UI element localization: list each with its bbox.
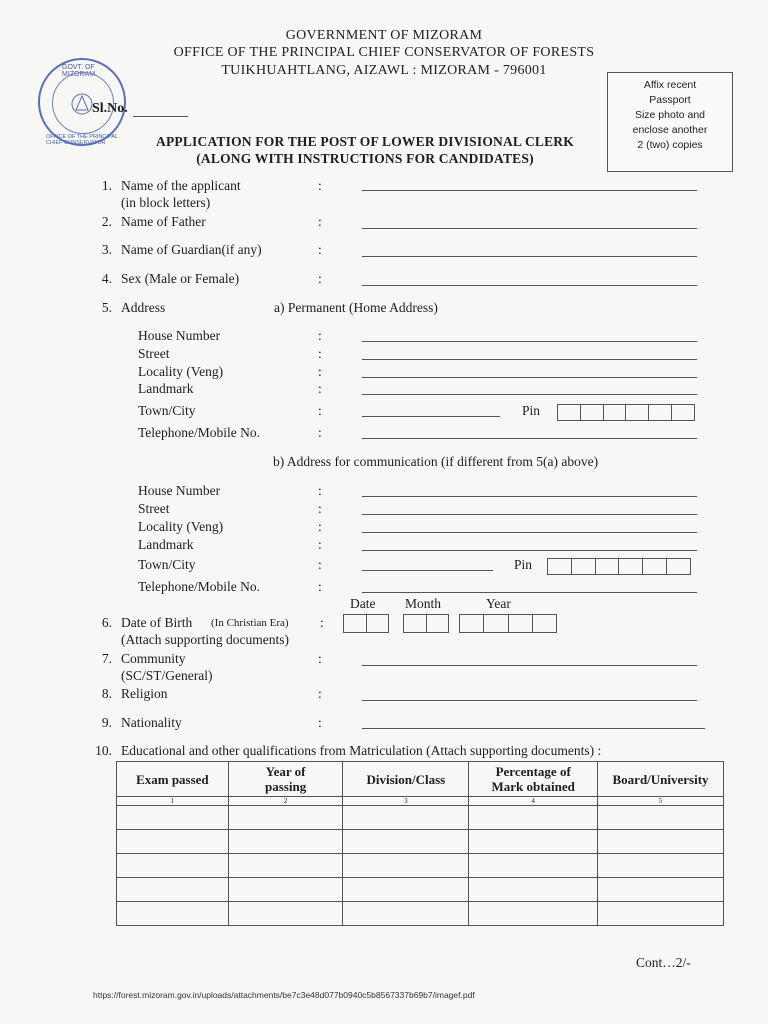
landmark-label: Landmark <box>138 537 194 552</box>
father-name-field[interactable] <box>362 228 697 229</box>
table-cell[interactable] <box>469 878 598 902</box>
colon: : <box>318 214 322 229</box>
colon: : <box>318 178 322 193</box>
field-number: 3. <box>101 242 112 257</box>
table-cell[interactable] <box>228 830 343 854</box>
table-cell[interactable] <box>228 902 343 926</box>
table-row <box>117 878 724 902</box>
perm-street-field[interactable] <box>362 359 697 360</box>
landmark-label: Landmark <box>138 381 194 396</box>
dob-date-boxes[interactable] <box>343 614 389 633</box>
town-label: Town/City <box>138 403 196 418</box>
photo-box-line: enclose another <box>632 124 708 136</box>
colon: : <box>320 615 324 630</box>
sex-field[interactable] <box>362 285 697 286</box>
table-cell[interactable] <box>117 854 229 878</box>
table-cell[interactable] <box>469 830 598 854</box>
header-exam-passed: Exam passed <box>117 762 229 797</box>
table-cell[interactable] <box>469 806 598 830</box>
sl-no-label: Sl.No. <box>92 101 128 116</box>
sl-no-line[interactable] <box>133 116 188 117</box>
perm-locality-field[interactable] <box>362 377 697 378</box>
house-number-label: House Number <box>138 483 221 498</box>
table-row <box>117 902 724 926</box>
table-cell[interactable] <box>117 806 229 830</box>
table-row <box>117 806 724 830</box>
form-subtitle: (ALONG WITH INSTRUCTIONS FOR CANDIDATES) <box>196 151 534 166</box>
header-address: TUIKHUAHTLANG, AIZAWL : MIZORAM - 796001 <box>221 63 547 78</box>
table-cell[interactable] <box>117 878 229 902</box>
dob-label: Date of Birth <box>121 615 193 630</box>
perm-landmark-field[interactable] <box>362 394 697 395</box>
field-number: 4. <box>101 271 112 286</box>
header-government: GOVERNMENT OF MIZORAM <box>285 28 483 43</box>
field-number: 6. <box>101 615 112 630</box>
locality-label: Locality (Veng) <box>138 519 224 534</box>
dob-era-label: (In Christian Era) <box>211 617 289 629</box>
applicant-name-sublabel: (in block letters) <box>121 195 211 210</box>
table-cell[interactable] <box>598 902 724 926</box>
colon: : <box>318 425 322 440</box>
field-number: 8. <box>101 686 112 701</box>
field-number: 9. <box>101 715 112 730</box>
table-cell[interactable] <box>469 854 598 878</box>
pin-label: Pin <box>522 403 541 418</box>
address-label: Address <box>121 300 166 315</box>
table-cell[interactable] <box>469 902 598 926</box>
header-percentage: Percentage of Mark obtained <box>469 762 598 797</box>
perm-house-number-field[interactable] <box>362 341 697 342</box>
table-cell[interactable] <box>598 830 724 854</box>
sex-label: Sex (Male or Female) <box>121 271 240 286</box>
continued-note: Cont…2/- <box>636 955 691 970</box>
guardian-name-label: Name of Guardian(if any) <box>121 242 262 257</box>
header-office: OFFICE OF THE PRINCIPAL CHIEF CONSERVATOR OF FORESTS <box>173 45 595 60</box>
colon: : <box>318 715 322 730</box>
colon: : <box>318 519 322 534</box>
perm-phone-field[interactable] <box>362 438 697 439</box>
table-cell[interactable] <box>343 806 469 830</box>
comm-town-field[interactable] <box>362 570 493 571</box>
column-index: 2 <box>228 797 343 806</box>
table-index-row <box>117 797 724 806</box>
nationality-label: Nationality <box>121 715 182 730</box>
seal-bottom-text: OFFICE OF THE PRINCIPAL CHIEF CONSERVATOR <box>46 134 118 146</box>
dob-year-boxes[interactable] <box>459 614 557 633</box>
pin-label: Pin <box>514 557 533 572</box>
field-number: 5. <box>101 300 112 315</box>
father-name-label: Name of Father <box>121 214 206 229</box>
colon: : <box>318 271 322 286</box>
colon: : <box>318 579 322 594</box>
colon: : <box>318 651 322 666</box>
house-number-label: House Number <box>138 328 221 343</box>
column-index: 5 <box>598 797 724 806</box>
communication-address-label: b) Address for communication (if different from 5(a) above) <box>273 454 599 469</box>
locality-label: Locality (Veng) <box>138 364 224 379</box>
colon: : <box>318 346 322 361</box>
photo-box <box>607 72 733 172</box>
street-label: Street <box>138 501 170 516</box>
column-index: 3 <box>343 797 469 806</box>
column-index: 4 <box>469 797 598 806</box>
applicant-name-field[interactable] <box>362 190 697 191</box>
photo-box-line: Affix recent <box>643 79 697 91</box>
comm-street-field[interactable] <box>362 514 697 515</box>
nationality-field[interactable] <box>362 728 705 729</box>
perm-town-field[interactable] <box>362 416 500 417</box>
table-cell[interactable] <box>343 854 469 878</box>
header-board-university: Board/University <box>598 762 724 797</box>
comm-house-number-field[interactable] <box>362 496 697 497</box>
comm-phone-field[interactable] <box>362 592 697 593</box>
table-cell[interactable] <box>343 902 469 926</box>
comm-landmark-field[interactable] <box>362 550 697 551</box>
comm-locality-field[interactable] <box>362 532 697 533</box>
table-cell[interactable] <box>598 806 724 830</box>
guardian-name-field[interactable] <box>362 256 697 257</box>
photo-box-line: 2 (two) copies <box>637 139 703 151</box>
table-cell[interactable] <box>598 854 724 878</box>
field-number: 2. <box>101 214 112 229</box>
photo-box-line: Passport <box>649 94 691 106</box>
colon: : <box>318 364 322 379</box>
field-number: 1. <box>101 178 112 193</box>
town-label: Town/City <box>138 557 196 572</box>
permanent-address-label: a) Permanent (Home Address) <box>274 300 438 315</box>
street-label: Street <box>138 346 170 361</box>
colon: : <box>318 328 322 343</box>
table-cell[interactable] <box>117 902 229 926</box>
religion-field[interactable] <box>362 700 697 701</box>
header-division-class: Division/Class <box>343 762 469 797</box>
table-cell[interactable] <box>117 830 229 854</box>
table-cell[interactable] <box>228 854 343 878</box>
religion-label: Religion <box>121 686 168 701</box>
qualifications-label: Educational and other qualifications from Matriculation (Attach supporting documents) : <box>121 743 602 758</box>
colon: : <box>318 483 322 498</box>
table-header-row <box>117 762 724 797</box>
table-cell[interactable] <box>228 806 343 830</box>
table-cell[interactable] <box>343 830 469 854</box>
photo-box-line: Size photo and <box>634 109 706 121</box>
phone-label: Telephone/Mobile No. <box>138 579 261 594</box>
comm-pin-boxes[interactable] <box>547 558 691 575</box>
form-title: APPLICATION FOR THE POST OF LOWER DIVISIONAL CLERK <box>156 134 574 149</box>
colon: : <box>318 537 322 552</box>
perm-pin-boxes[interactable] <box>557 404 695 421</box>
source-url: https://forest.mizoram.gov.in/uploads/attachments/be7c3e48d077b0940c5b8567337b69b7/imagef.pdf <box>93 990 475 1000</box>
table-row <box>117 854 724 878</box>
dob-month-boxes[interactable] <box>403 614 449 633</box>
community-field[interactable] <box>362 665 697 666</box>
community-label: Community <box>121 651 186 666</box>
colon: : <box>318 403 322 418</box>
field-number: 7. <box>101 651 112 666</box>
table-row <box>117 830 724 854</box>
colon: : <box>318 242 322 257</box>
column-index: 1 <box>117 797 229 806</box>
qualifications-table <box>116 761 724 926</box>
phone-label: Telephone/Mobile No. <box>138 425 261 440</box>
header-year-of-passing: Year of passing <box>228 762 343 797</box>
applicant-name-label: Name of the applicant <box>121 178 241 193</box>
colon: : <box>318 501 322 516</box>
seal-top-text: GOVT. OF MIZORAM <box>62 64 96 78</box>
colon: : <box>318 686 322 701</box>
colon: : <box>318 557 322 572</box>
table-cell[interactable] <box>598 878 724 902</box>
dob-month-label: Month <box>405 596 442 611</box>
table-cell[interactable] <box>228 878 343 902</box>
community-sublabel: (SC/ST/General) <box>121 668 213 683</box>
dob-year-label: Year <box>486 596 511 611</box>
dob-date-label: Date <box>350 596 376 611</box>
field-number: 10. <box>95 743 112 758</box>
table-cell[interactable] <box>343 878 469 902</box>
dob-sublabel: (Attach supporting documents) <box>121 632 289 647</box>
colon: : <box>318 381 322 396</box>
